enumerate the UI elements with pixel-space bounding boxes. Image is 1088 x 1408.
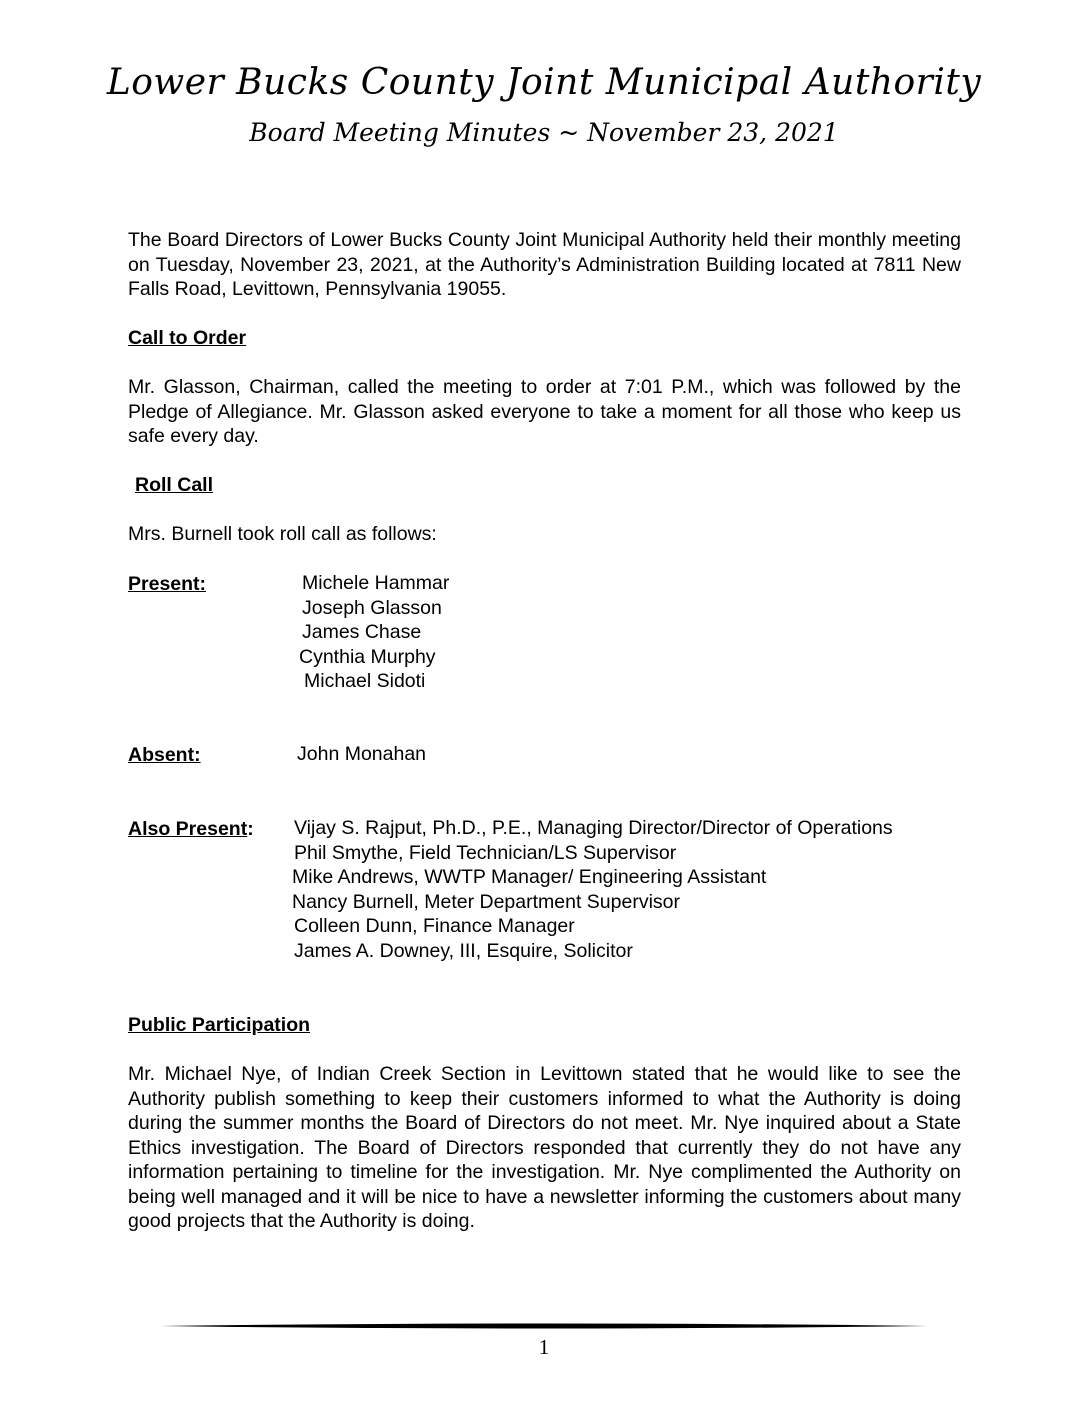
staff-member: Colleen Dunn, Finance Manager bbox=[294, 915, 575, 937]
present-label bbox=[128, 572, 206, 596]
roll-call-intro: Mrs. Burnell took roll call as follows: bbox=[128, 523, 437, 545]
present-member: Michele Hammar bbox=[302, 572, 450, 594]
public-participation-paragraph: Mr. Michael Nye, of Indian Creek Section in Levittown stated that he would like to see the Authority publish something to keep their customers informed to what the Authority is doing during the summer months the Board of Directors do not meet. Mr. Nye inquired about a State Ethics investigation. The Board of Directors responded that currently they do not have any information pertaining to timeline for the investigation. Mr. Nye complimented the Authority on being well managed and it will be nice to have a newsletter informing the customers about many good projects that the Authority is doing. bbox=[128, 1063, 961, 1232]
organization-title: Lower Bucks County Joint Municipal Authority bbox=[106, 62, 982, 103]
absent-label-text: Absent: bbox=[128, 744, 201, 766]
absent-member: John Monahan bbox=[297, 743, 427, 765]
present-member: Joseph Glasson bbox=[302, 596, 442, 619]
page-number: 1 bbox=[538, 1335, 550, 1359]
also-present-list bbox=[294, 816, 893, 963]
intro-paragraph: The Board Directors of Lower Bucks County Joint Municipal Authority held their monthly meeting on Tuesday, November 23, 2021, at the Authority’s Administration Building located at 7811 New Falls Road, Levittown, Pennsylvania 19055. bbox=[128, 229, 961, 300]
staff-member: Vijay S. Rajput, Ph.D., P.E., Managing Director/Director of Operations bbox=[294, 817, 893, 839]
call-to-order-paragraph: Mr. Glasson, Chairman, called the meeting to order at 7:01 P.M., which was followed by the Pledge of Allegiance. Mr. Glasson asked everyone to take a moment for all those who keep us safe every day. bbox=[128, 376, 961, 447]
absent-list bbox=[297, 742, 426, 767]
staff-member: Phil Smythe, Field Technician/LS Supervisor bbox=[294, 841, 677, 864]
also-present-label-text: Also Present bbox=[128, 818, 248, 840]
public-participation-heading: Public Participation bbox=[128, 1014, 311, 1036]
staff-member: Nancy Burnell, Meter Department Supervisor bbox=[292, 890, 680, 913]
present-member: Cynthia Murphy bbox=[299, 645, 436, 668]
absent-label bbox=[128, 743, 201, 767]
present-list bbox=[299, 571, 450, 694]
staff-member: James A. Downey, III, Esquire, Solicitor bbox=[294, 939, 633, 962]
present-label-text: Present: bbox=[128, 573, 207, 595]
also-present-colon: : bbox=[247, 818, 254, 840]
document-subtitle: Board Meeting Minutes ~ November 23, 2021 bbox=[249, 118, 839, 147]
staff-member: Mike Andrews, WWTP Manager/ Engineering Assistant bbox=[292, 866, 767, 888]
present-member: Michael Sidoti bbox=[304, 670, 426, 692]
footer-divider-line bbox=[160, 1320, 928, 1332]
also-present-label bbox=[128, 817, 254, 841]
present-member: James Chase bbox=[302, 621, 422, 643]
call-to-order-heading: Call to Order bbox=[128, 327, 247, 349]
roll-call-heading: Roll Call bbox=[135, 474, 214, 496]
